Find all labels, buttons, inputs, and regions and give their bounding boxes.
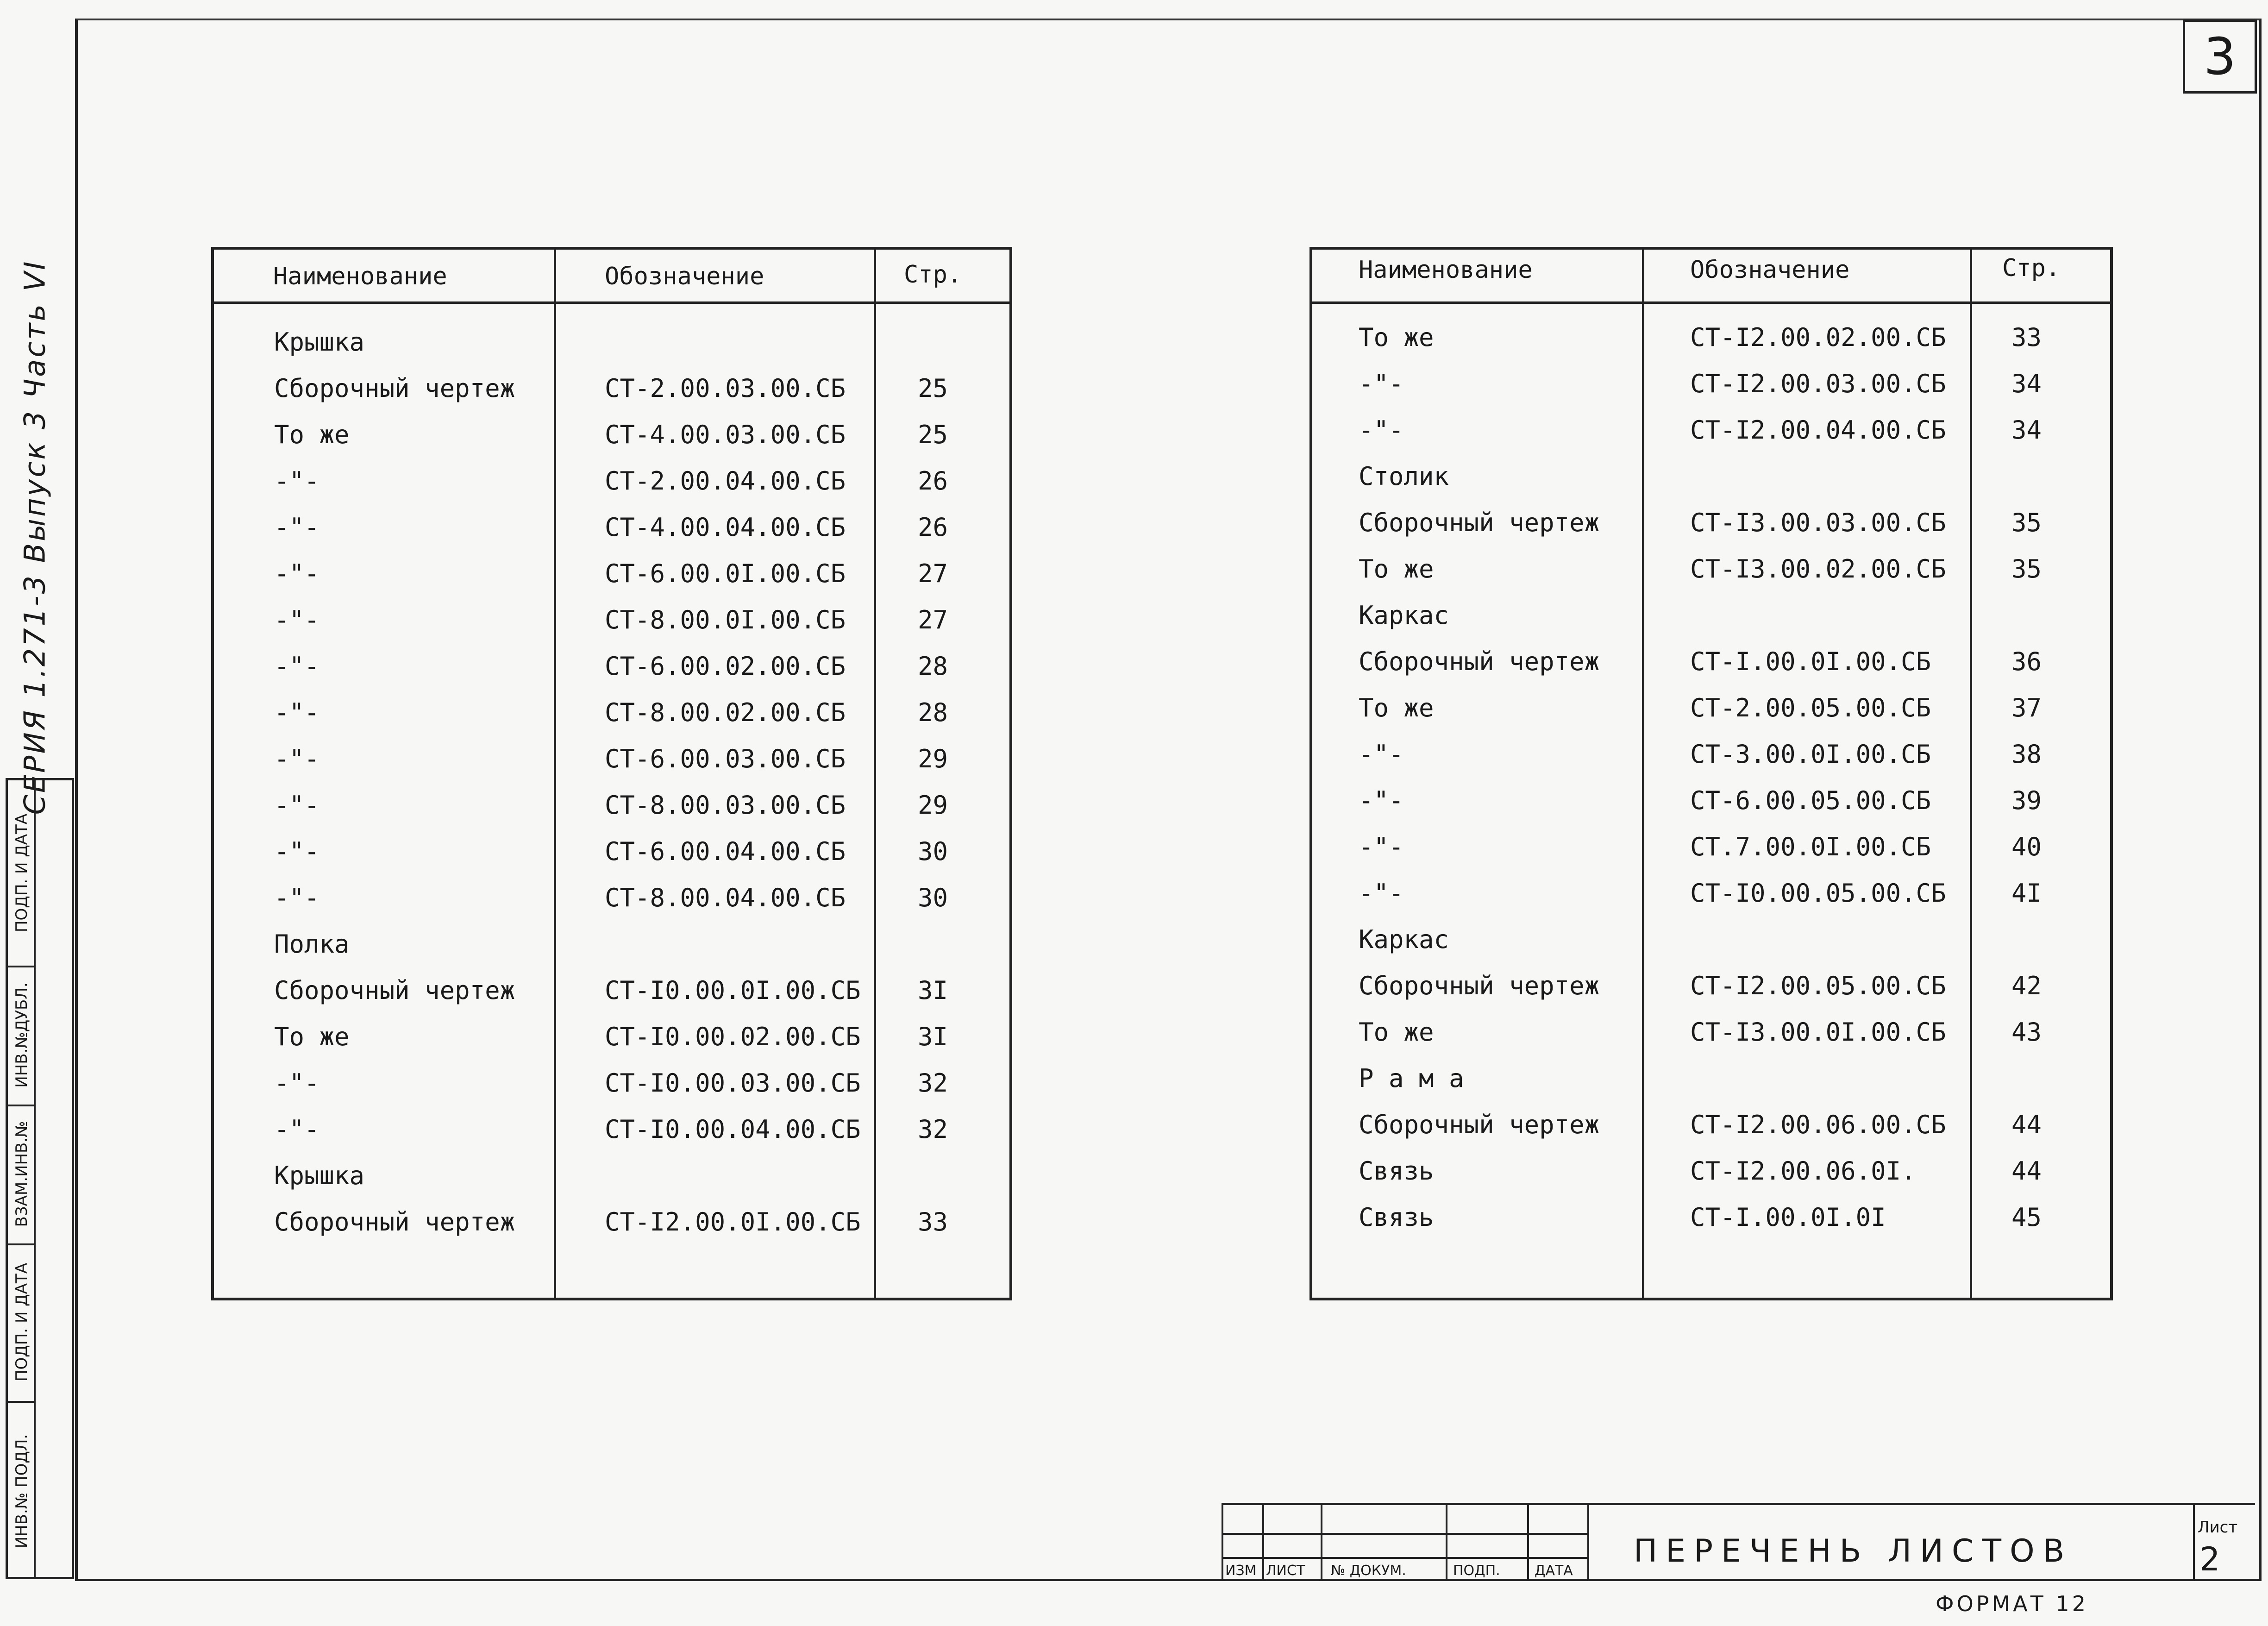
header-designation: Обозначение xyxy=(605,263,764,290)
row-name: -"- xyxy=(274,883,320,912)
row-designation: СТ-I3.00.03.00.СБ xyxy=(1690,508,1946,537)
side-stamp-label: ИНВ.№ ПОДЛ. xyxy=(13,1434,31,1549)
side-stamp-cell xyxy=(8,1401,36,1582)
side-series-label xyxy=(0,259,69,815)
side-stamp-label: ПОДП. И ДАТА xyxy=(13,1262,31,1382)
header-name: Наименование xyxy=(1359,256,1533,284)
row-page: 33 xyxy=(2011,323,2042,352)
row-designation: СТ-I2.00.04.00.СБ xyxy=(1690,415,1946,445)
tb-line xyxy=(1222,1505,1223,1581)
table-row xyxy=(1312,639,2110,685)
row-designation: СТ-I.00.0I.00.СБ xyxy=(1690,647,1931,676)
row-name: Связь xyxy=(1359,1203,1434,1232)
table-row xyxy=(1312,1102,2110,1148)
table-row xyxy=(1312,1009,2110,1055)
sheet-label: Лист xyxy=(2198,1518,2238,1537)
table-row xyxy=(214,690,1009,736)
row-page: 28 xyxy=(918,698,948,727)
row-designation: СТ-2.00.04.00.СБ xyxy=(605,466,846,496)
header-page: Стр. xyxy=(904,261,962,289)
table-row xyxy=(1312,546,2110,592)
row-page: 29 xyxy=(918,791,948,820)
table-row xyxy=(214,736,1009,782)
row-name: То же xyxy=(1359,323,1434,352)
table-row xyxy=(214,875,1009,921)
row-name: Сборочный чертеж xyxy=(1359,1110,1600,1139)
title-block xyxy=(1222,1503,2255,1581)
side-series-text: СЕРИЯ 1.271-3 Выпуск 3 Часть VI xyxy=(18,259,52,815)
document-title: ПЕРЕЧЕНЬ ЛИСТОВ xyxy=(1634,1533,2073,1569)
table-row xyxy=(1312,731,2110,778)
row-designation: СТ-I0.00.05.00.СБ xyxy=(1690,879,1946,908)
row-designation: СТ-I2.00.06.0I. xyxy=(1690,1156,1916,1186)
row-designation: СТ-8.00.0I.00.СБ xyxy=(605,605,846,634)
row-name: Крышка xyxy=(274,1161,365,1190)
table-row xyxy=(214,643,1009,690)
row-designation: СТ-8.00.02.00.СБ xyxy=(605,698,846,727)
table-row xyxy=(214,829,1009,875)
row-page: 39 xyxy=(2011,786,2042,815)
row-page: 25 xyxy=(918,420,948,449)
row-page: 25 xyxy=(918,374,948,403)
row-page: 30 xyxy=(918,883,948,912)
row-name: -"- xyxy=(1359,879,1404,908)
table-row xyxy=(214,1153,1009,1199)
sheet-list-table-right xyxy=(1309,247,2113,1300)
table-row xyxy=(1312,1194,2110,1241)
row-page: 32 xyxy=(918,1115,948,1144)
table-row xyxy=(1312,963,2110,1009)
row-name: -"- xyxy=(274,837,320,866)
row-designation: СТ-6.00.04.00.СБ xyxy=(605,837,846,866)
row-page: 3I xyxy=(918,1022,948,1051)
tb-col-izm: ИЗМ xyxy=(1225,1563,1257,1579)
row-page: 29 xyxy=(918,744,948,773)
row-name: Сборочный чертеж xyxy=(274,1207,515,1237)
table-row xyxy=(214,921,1009,967)
table-row xyxy=(214,1106,1009,1153)
row-page: 43 xyxy=(2011,1017,2042,1047)
tb-line xyxy=(1262,1505,1264,1581)
tb-col-date: ДАТА xyxy=(1535,1563,1573,1579)
side-stamp-label: ИНВ.№ДУБЛ. xyxy=(13,982,31,1088)
table-row xyxy=(1312,1148,2110,1194)
row-name: Связь xyxy=(1359,1156,1434,1186)
row-designation: СТ-I2.00.06.00.СБ xyxy=(1690,1110,1946,1139)
tb-line xyxy=(1321,1505,1322,1581)
table-row xyxy=(1312,407,2110,453)
row-page: 32 xyxy=(918,1068,948,1098)
row-name: -"- xyxy=(274,791,320,820)
row-page: 45 xyxy=(2011,1203,2042,1232)
row-name: -"- xyxy=(1359,786,1404,815)
sheet-list-table-left xyxy=(211,247,1012,1300)
row-page: 42 xyxy=(2011,971,2042,1000)
row-designation: СТ.7.00.0I.00.СБ xyxy=(1690,832,1931,861)
row-designation: СТ-I3.00.02.00.СБ xyxy=(1690,554,1946,584)
side-stamp-cell xyxy=(8,966,36,1106)
row-name: Крышка xyxy=(274,327,365,357)
table-row xyxy=(214,504,1009,551)
row-name: -"- xyxy=(274,559,320,588)
table-row xyxy=(214,412,1009,458)
side-stamp xyxy=(6,778,74,1579)
tb-col-list: ЛИСТ xyxy=(1266,1563,1305,1579)
row-designation: СТ-I0.00.02.00.СБ xyxy=(605,1022,861,1051)
table-row xyxy=(1312,1055,2110,1102)
header-name: Наименование xyxy=(273,263,447,290)
row-designation: СТ-8.00.04.00.СБ xyxy=(605,883,846,912)
row-page: 30 xyxy=(918,837,948,866)
row-page: 44 xyxy=(2011,1156,2042,1186)
row-page: 27 xyxy=(918,605,948,634)
row-name: Сборочный чертеж xyxy=(274,374,515,403)
row-name: -"- xyxy=(274,466,320,496)
table-row xyxy=(214,967,1009,1014)
row-name: То же xyxy=(1359,1017,1434,1047)
row-name: -"- xyxy=(274,1115,320,1144)
table-row xyxy=(214,1014,1009,1060)
table-row xyxy=(1312,870,2110,917)
row-designation: СТ-I.00.0I.0I xyxy=(1690,1203,1886,1232)
row-page: 35 xyxy=(2011,554,2042,584)
row-page: 34 xyxy=(2011,369,2042,398)
tb-line xyxy=(1527,1505,1529,1581)
row-designation: СТ-4.00.04.00.СБ xyxy=(605,513,846,542)
row-designation: СТ-I0.00.04.00.СБ xyxy=(605,1115,861,1144)
side-stamp-cell xyxy=(8,1105,36,1245)
tb-col-doc: № ДОКУМ. xyxy=(1331,1563,1406,1579)
row-designation: СТ-6.00.0I.00.СБ xyxy=(605,559,846,588)
row-page: 44 xyxy=(2011,1110,2042,1139)
table-row xyxy=(1312,314,2110,361)
table-row xyxy=(1312,500,2110,546)
row-name: -"- xyxy=(274,698,320,727)
row-designation: СТ-I2.00.0I.00.СБ xyxy=(605,1207,861,1237)
table-row xyxy=(214,319,1009,365)
row-name: Сборочный чертеж xyxy=(1359,647,1600,676)
row-name: -"- xyxy=(274,605,320,634)
header-designation: Обозначение xyxy=(1690,256,1850,284)
header-page: Стр. xyxy=(2002,254,2061,282)
table-row xyxy=(1312,361,2110,407)
table-row xyxy=(1312,917,2110,963)
row-designation: СТ-4.00.03.00.СБ xyxy=(605,420,846,449)
row-page: 27 xyxy=(918,559,948,588)
row-name: Р а м а xyxy=(1359,1064,1464,1093)
row-name: -"- xyxy=(1359,415,1404,445)
row-designation: СТ-I0.00.0I.00.СБ xyxy=(605,976,861,1005)
row-page: 26 xyxy=(918,466,948,496)
row-page: 4I xyxy=(2011,879,2042,908)
header-divider xyxy=(214,301,1009,304)
sheet-corner-number: 3 xyxy=(2183,19,2257,94)
row-page: 36 xyxy=(2011,647,2042,676)
row-page: 38 xyxy=(2011,740,2042,769)
row-designation: СТ-6.00.03.00.СБ xyxy=(605,744,846,773)
row-designation: СТ-6.00.05.00.СБ xyxy=(1690,786,1931,815)
table-row xyxy=(214,365,1009,412)
sheet-number: 2 xyxy=(2199,1540,2220,1578)
row-page: 28 xyxy=(918,652,948,681)
row-designation: СТ-6.00.02.00.СБ xyxy=(605,652,846,681)
side-stamp-label: ВЗАМ.ИНВ.№ xyxy=(13,1121,31,1227)
side-stamp-label: ПОДП. И ДАТА xyxy=(13,813,31,933)
row-name: -"- xyxy=(274,513,320,542)
row-page: 34 xyxy=(2011,415,2042,445)
row-name: -"- xyxy=(1359,832,1404,861)
row-name: То же xyxy=(1359,554,1434,584)
row-name: -"- xyxy=(1359,740,1404,769)
row-name: То же xyxy=(274,1022,350,1051)
row-designation: СТ-I2.00.02.00.СБ xyxy=(1690,323,1946,352)
row-designation: СТ-3.00.0I.00.СБ xyxy=(1690,740,1931,769)
row-name: -"- xyxy=(274,1068,320,1098)
side-stamp-cell xyxy=(8,780,36,967)
row-page: 35 xyxy=(2011,508,2042,537)
table-row xyxy=(214,597,1009,643)
tb-col-sign: ПОДП. xyxy=(1453,1563,1500,1579)
row-name: Столик xyxy=(1359,462,1449,491)
row-page: 37 xyxy=(2011,693,2042,722)
row-name: То же xyxy=(1359,693,1434,722)
row-page: 3I xyxy=(918,976,948,1005)
row-designation: СТ-8.00.03.00.СБ xyxy=(605,791,846,820)
row-name: Полка xyxy=(274,929,350,959)
row-page: 33 xyxy=(918,1207,948,1237)
row-designation: СТ-2.00.05.00.СБ xyxy=(1690,693,1931,722)
side-stamp-cell xyxy=(8,1243,36,1403)
format-label: ФОРМАТ 12 xyxy=(1936,1591,2088,1616)
tb-line xyxy=(1222,1533,1587,1535)
row-designation: СТ-I0.00.03.00.СБ xyxy=(605,1068,861,1098)
tb-line xyxy=(2193,1505,2195,1581)
row-designation: СТ-I2.00.05.00.СБ xyxy=(1690,971,1946,1000)
row-page: 40 xyxy=(2011,832,2042,861)
table-row xyxy=(214,458,1009,504)
table-row xyxy=(1312,685,2110,731)
table-row xyxy=(214,782,1009,829)
row-name: Сборочный чертеж xyxy=(1359,971,1600,1000)
header-divider xyxy=(1312,301,2110,304)
row-page: 26 xyxy=(918,513,948,542)
tb-line xyxy=(1587,1505,1589,1581)
row-name: -"- xyxy=(1359,369,1404,398)
row-designation: СТ-2.00.03.00.СБ xyxy=(605,374,846,403)
table-row xyxy=(1312,453,2110,500)
table-row xyxy=(214,1199,1009,1245)
table-row xyxy=(214,551,1009,597)
tb-line xyxy=(1222,1557,1587,1559)
row-name: -"- xyxy=(274,744,320,773)
row-name: Сборочный чертеж xyxy=(274,976,515,1005)
table-row xyxy=(214,1060,1009,1106)
row-name: Сборочный чертеж xyxy=(1359,508,1600,537)
row-designation: СТ-I2.00.03.00.СБ xyxy=(1690,369,1946,398)
row-name: -"- xyxy=(274,652,320,681)
table-row xyxy=(1312,778,2110,824)
row-designation: СТ-I3.00.0I.00.СБ xyxy=(1690,1017,1946,1047)
row-name: То же xyxy=(274,420,350,449)
row-name: Каркас xyxy=(1359,601,1449,630)
table-row xyxy=(1312,592,2110,639)
table-row xyxy=(1312,824,2110,870)
row-name: Каркас xyxy=(1359,925,1449,954)
tb-line xyxy=(1446,1505,1447,1581)
